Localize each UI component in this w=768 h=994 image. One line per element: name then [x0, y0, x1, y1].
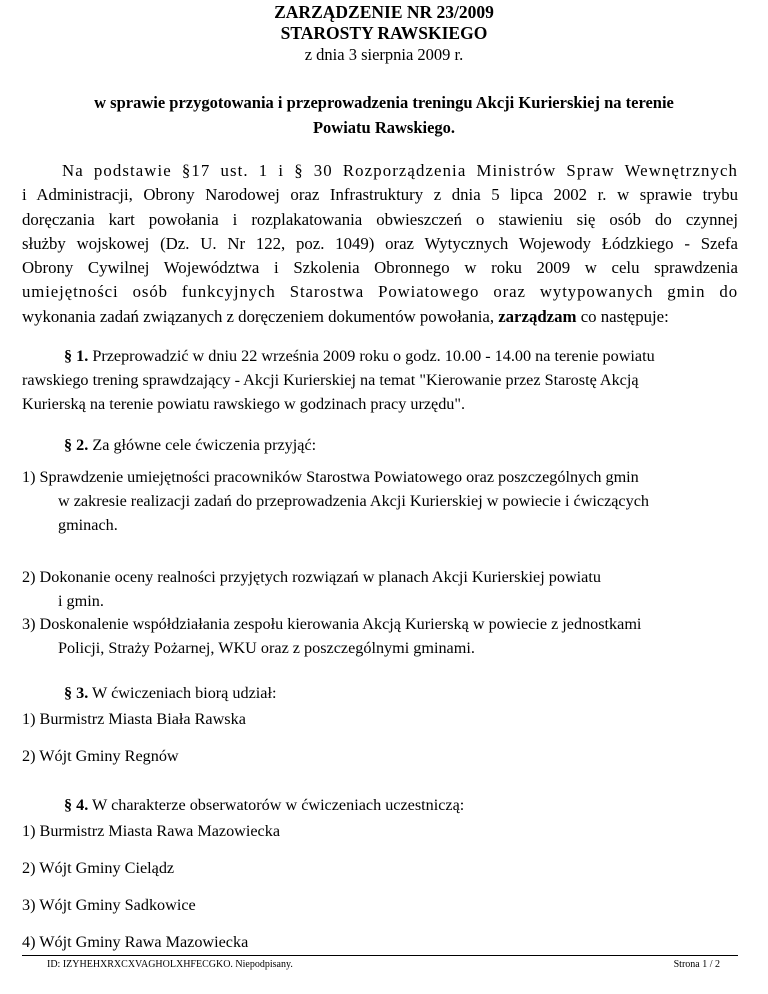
subject-line-1: w sprawie przygotowania i przeprowadzenia treningu Akcji Kurierskiej na terenie: [94, 93, 674, 112]
section-1-text-1: Przeprowadzić w dniu 22 września 2009 roku o godz. 10.00 - 14.00 na terenie powiatu: [92, 347, 655, 365]
section-1-label: § 1.: [64, 347, 89, 365]
section-3: [22, 681, 738, 705]
section-3-item-1: 1) Burmistrz Miasta Biała Rawska: [22, 710, 246, 728]
section-2-item-1-line-3: gminach.: [58, 516, 118, 534]
section-2-item-1-line-2: w zakresie realizacji zadań do przeprowadzenia Akcji Kurierskiej w powiecie i ćwiczących: [58, 492, 649, 510]
section-2-item-2: [22, 565, 738, 613]
section-4: [22, 793, 738, 817]
section-1-line-2: rawskiego trening sprawdzający - Akcji Kurierskiej na temat "Kierowanie przez Starostę Akcją: [22, 371, 639, 389]
section-2-item-3: [22, 612, 738, 660]
section-4-item-4: 4) Wójt Gminy Rawa Mazowiecka: [22, 933, 249, 951]
section-2-item-2-line-2: i gmin.: [58, 592, 104, 610]
section-2-item-2-line-1: 2) Dokonanie oceny realności przyjętych rozwiązań w planach Akcji Kurierskiej powiatu: [22, 568, 601, 586]
intro-line-2: i Administracji, Obrony Narodowej oraz Infrastruktury z dnia 5 lipca 2002 r. w sprawie trybu: [22, 185, 738, 205]
document-date: z dnia 3 sierpnia 2009 r.: [304, 45, 464, 64]
section-3-text: W ćwiczeniach biorą udział:: [92, 684, 277, 702]
subject-line-2: Powiatu Rawskiego.: [312, 118, 456, 137]
section-4-item-1: 1) Burmistrz Miasta Rawa Mazowiecka: [22, 822, 281, 840]
intro-last-bold: zarządzam: [498, 306, 577, 326]
intro-line-1: Na podstawie §17 ust. 1 i § 30 Rozporządzenia Ministrów Spraw Wewnętrznych: [62, 161, 738, 180]
section-1-line-1: [22, 344, 738, 368]
section-1-line-3: Kurierską na terenie powiatu rawskiego w godzinach pracy urzędu".: [22, 395, 466, 413]
section-2-heading: [22, 433, 738, 457]
footer-document-id: ID: IZYHEHXRXCXVAGHOLXHFECGKO. Niepodpisany.: [47, 959, 293, 970]
footer-page-number: Strona 1 / 2: [673, 959, 720, 970]
section-2-item-3-line-2: Policji, Straży Pożarnej, WKU oraz z poszczególnymi gminami.: [58, 639, 475, 657]
section-4-item-2: 2) Wójt Gminy Cielądz: [22, 859, 175, 877]
section-4-text: W charakterze obserwatorów w ćwiczeniach uczestniczą:: [92, 796, 465, 814]
intro-paragraph: [22, 159, 738, 329]
title-line-2: STAROSTY RAWSKIEGO: [280, 23, 488, 43]
section-2-label: § 2.: [64, 436, 89, 454]
intro-line-3: doręczania kart powołania i rozplakatowania obwieszczeń o stawieniu się osób do czynnej: [22, 209, 738, 229]
section-2-text: Za główne cele ćwiczenia przyjąć:: [92, 436, 317, 454]
title-line-1: ZARZĄDZENIE NR 23/2009: [274, 2, 494, 22]
section-3-item-2: 2) Wójt Gminy Regnów: [22, 747, 179, 765]
section-2-item-3-line-1: 3) Doskonalenie współdziałania zespołu kierowania Akcją Kurierską w powiecie z jednostkami: [22, 615, 642, 633]
section-3-label: § 3.: [64, 684, 89, 702]
section-2-item-1-line-1: 1) Sprawdzenie umiejętności pracowników Starostwa Powiatowego oraz poszczególnych gmin: [22, 468, 639, 486]
intro-line-6: umiejętności osób funkcyjnych Starostwa Powiatowego oraz wytypowanych gmin do: [22, 282, 738, 302]
document-subject: [40, 90, 728, 140]
intro-line-4: służby wojskowej (Dz. U. Nr 122, poz. 1049) oraz Wytycznych Wojewody Łódzkiego - Szefa: [22, 233, 738, 253]
section-2-item-1: [22, 465, 738, 537]
section-2: [22, 433, 738, 457]
intro-last-pre: wykonania zadań związanych z doręczeniem dokumentów powołania,: [22, 306, 495, 326]
intro-line-5: Obrony Cywilnej Województwa i Szkolenia Obronnego w roku 2009 w celu sprawdzenia: [22, 258, 738, 278]
intro-line-7: [22, 305, 738, 329]
section-3-heading: [22, 681, 738, 705]
section-4-item-3: 3) Wójt Gminy Sadkowice: [22, 896, 196, 914]
intro-last-post: co następuje:: [580, 306, 669, 326]
footer-divider: [22, 955, 738, 956]
section-4-label: § 4.: [64, 796, 89, 814]
section-1: [22, 344, 738, 416]
document-header: [0, 2, 768, 65]
section-4-heading: [22, 793, 738, 817]
